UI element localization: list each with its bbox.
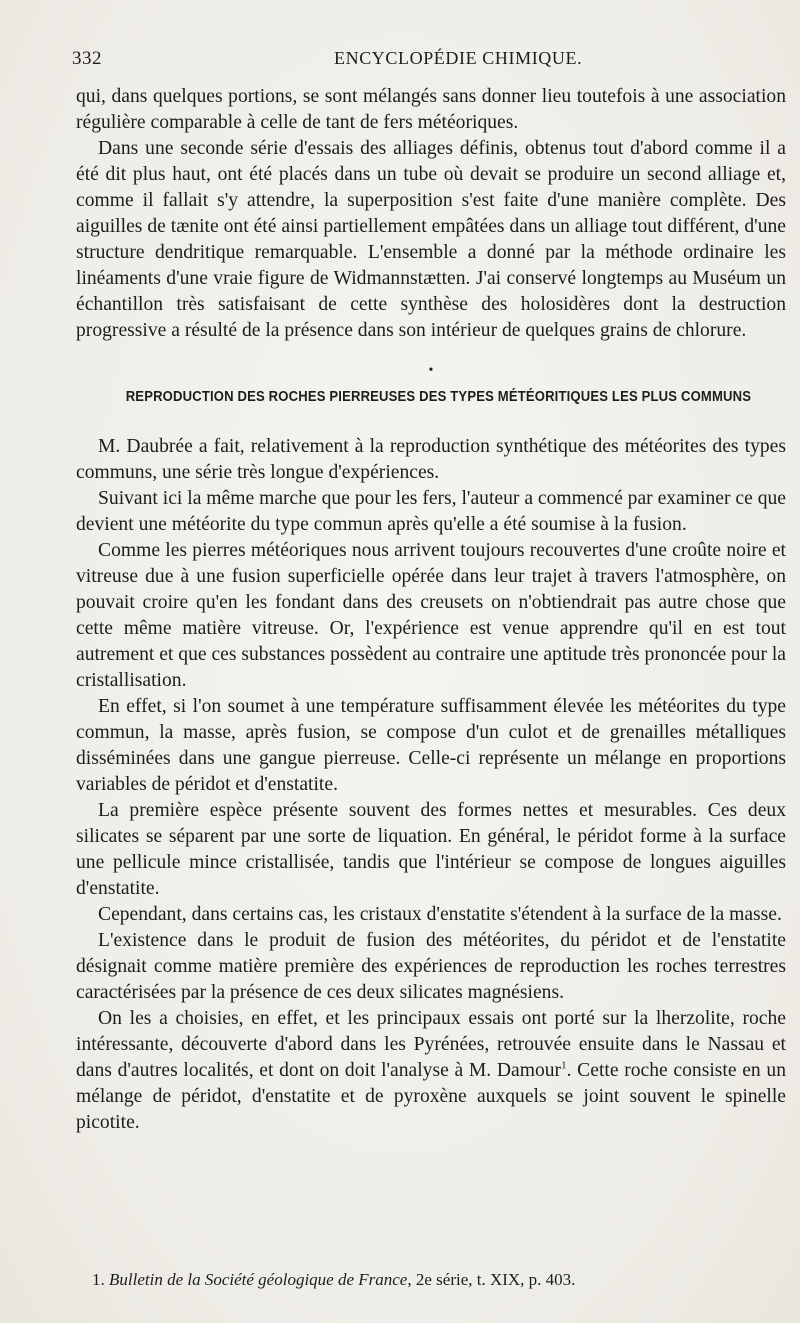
paragraph-existence: L'existence dans le produit de fusion des météorites, du péridot et de l'enstatite désignait comme matière première des expériences de reproduction les roches terrestres caractérisées par la présence de ces deux silicates magnésiens. — [76, 930, 786, 1003]
paragraph-alloys: Dans une seconde série d'essais des alliages définis, obtenus tout d'abord comme il a été dit plus haut, ont été placés dans un tube où devait se produire un second alliage et, comme il fallait s'y attendre, la superposition s'est faite d'une manière complète. Des aiguilles de tænite ont été ainsi partiellement empâtées dans un alliage tout différent, d'une structure dendritique remarquable. L'ensemble a donné par la méthode ordinaire les linéaments d'une vraie figure de Widmannstætten. J'ai conservé longtemps au Muséum un échantillon très satisfaisant de cette synthèse des holosidères dont la destruction progressive a résulté de la présence dans son intérieur de quelques grains de chlorure. — [76, 138, 786, 341]
lherzolite-text-end: . Cette roche consiste en un mélange de péridot, d'enstatite et de pyroxène auxquels se joint souvent le spinelle picotite. — [76, 1060, 787, 1133]
section-separator: • — [428, 363, 434, 378]
section-heading: REPRODUCTION DES ROCHES PIERREUSES DES TYPES MÉTÉORITIQUES LES PLUS COMMUNS — [125, 388, 752, 405]
page-number: 332 — [72, 48, 102, 69]
page-header — [72, 48, 772, 78]
paragraph-enstatite: Cependant, dans certains cas, les cristaux d'enstatite s'étendent à la surface de la masse. — [98, 904, 782, 925]
paragraph-continuation: qui, dans quelques portions, se sont mélangés sans donner lieu toutefois à une association régulière comparable à celle de tant de fers météoriques. — [76, 86, 786, 133]
running-head: ENCYCLOPÉDIE CHIMIQUE. — [334, 48, 583, 68]
paragraph-lherzolite — [76, 1006, 786, 1136]
paragraph-method: Suivant ici la même marche que pour les fers, l'auteur a commencé par examiner ce que devient une météorite du type commun après qu'elle a été soumise à la fusion. — [76, 488, 786, 535]
paragraph-crust: Comme les pierres météoriques nous arrivent toujours recouvertes d'une croûte noire et vitreuse due à une fusion superficielle opérée dans leur trajet à travers l'atmosphère, on pouvait croire qu'en les fondant dans des creusets on n'obtiendrait pas autre chose que cette même matière vitreuse. Or, l'expérience est venue apprendre qu'il en est tout autrement et que ces substances possèdent au contraire une aptitude très prononcée pour la cristallisation. — [76, 540, 787, 691]
footnote — [92, 1268, 772, 1292]
footnote-source: Bulletin de la Société géologique de France, — [109, 1270, 412, 1289]
paragraph-fusion: En effet, si l'on soumet à une température suffisamment élevée les météorites du type commun, la masse, après fusion, se compose d'un culot et de grenailles métalliques disséminées dans une gangue pierreuse. Celle-ci représente un mélange en proportions variables de péridot et d'enstatite. — [76, 696, 786, 795]
lherzolite-text-start: On les a choisies, en effet, et les principaux essais ont porté sur la lherzolite, roche intéressante, découverte d'abord dans les Pyrénées, retrouvée ensuite dans le Nassau et dans d'autres localités, et dont on doit l'analyse à M. Damour — [76, 1008, 786, 1081]
paragraph-daubree: M. Daubrée a fait, relativement à la reproduction synthétique des météorites des types communs, une série très longue d'expériences. — [76, 436, 786, 483]
paragraph-liquation: La première espèce présente souvent des formes nettes et mesurables. Ces deux silicates se séparent par une sorte de liquation. En général, le péridot forme à la surface une pellicule mince cristallisée, tandis que l'intérieur se compose de longues aiguilles d'enstatite. — [76, 800, 786, 899]
body-text — [76, 84, 786, 1136]
footnote-reference[interactable]: 1 — [561, 1059, 567, 1072]
footnote-number: 1. — [92, 1270, 105, 1289]
footnote-details: 2e série, t. XIX, p. 403. — [415, 1270, 576, 1289]
